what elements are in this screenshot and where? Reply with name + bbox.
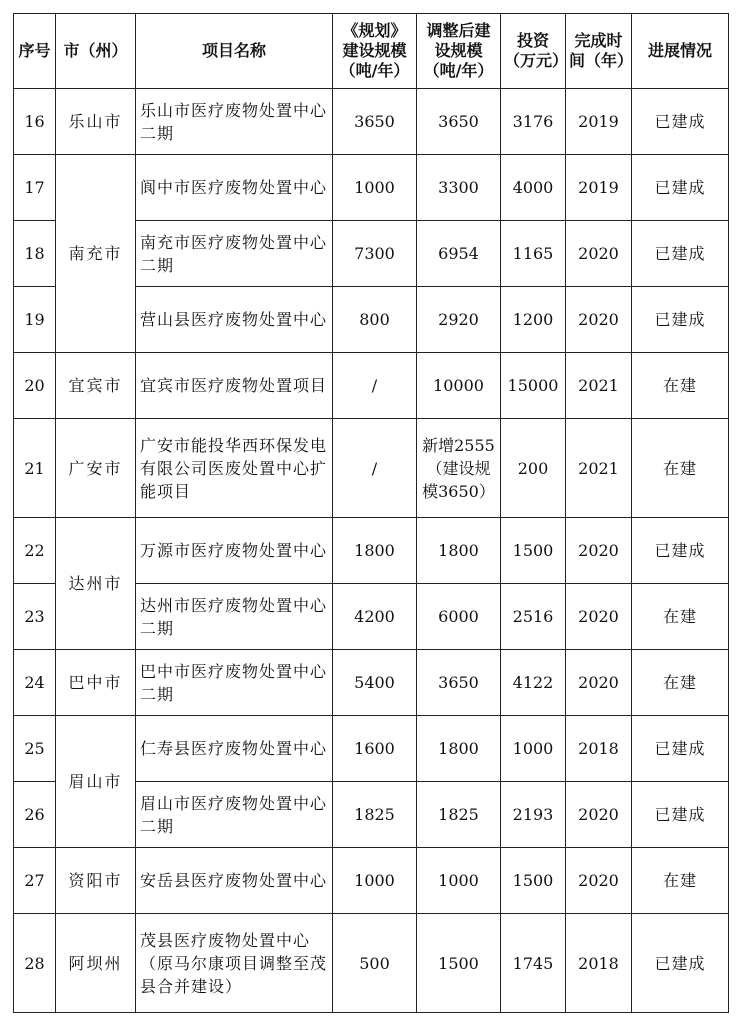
row-no: 26 (14, 782, 56, 848)
row-no: 24 (14, 650, 56, 716)
row-year: 2018 (566, 716, 632, 782)
row-project-name: 达州市医疗废物处置中心二期 (136, 584, 333, 650)
row-project-name: 巴中市医疗废物处置中心二期 (136, 650, 333, 716)
row-project-name: 阆中市医疗废物处置中心 (136, 155, 333, 221)
table-header-row (14, 14, 729, 89)
row-adjusted-scale: 1500 (417, 914, 501, 1013)
row-plan-scale: / (333, 419, 417, 518)
row-adjusted-scale: 10000 (417, 353, 501, 419)
row-no: 16 (14, 89, 56, 155)
row-plan-scale: 800 (333, 287, 417, 353)
row-year: 2021 (566, 419, 632, 518)
row-status: 已建成 (632, 518, 729, 584)
header-investment: 投资（万元） (501, 14, 566, 89)
row-no: 28 (14, 914, 56, 1013)
row-plan-scale: 1800 (333, 518, 417, 584)
row-no: 22 (14, 518, 56, 584)
row-adjusted-scale: 1825 (417, 782, 501, 848)
row-year: 2020 (566, 848, 632, 914)
header-completion-year: 完成时间（年） (566, 14, 632, 89)
row-year: 2020 (566, 221, 632, 287)
row-plan-scale: 1000 (333, 848, 417, 914)
row-plan-scale: 4200 (333, 584, 417, 650)
row-investment: 1165 (501, 221, 566, 287)
row-status: 在建 (632, 848, 729, 914)
row-plan-scale: 3650 (333, 89, 417, 155)
header-adjusted-scale: 调整后建设规模（吨/年） (417, 14, 501, 89)
row-project-name: 眉山市医疗废物处置中心二期 (136, 782, 333, 848)
table-row (14, 518, 729, 584)
row-investment: 1200 (501, 287, 566, 353)
row-plan-scale: 5400 (333, 650, 417, 716)
table-row (14, 914, 729, 1013)
row-adjusted-scale: 1800 (417, 716, 501, 782)
row-project-name: 南充市医疗废物处置中心二期 (136, 221, 333, 287)
header-no: 序号 (14, 14, 56, 89)
row-investment: 4122 (501, 650, 566, 716)
row-project-name: 仁寿县医疗废物处置中心 (136, 716, 333, 782)
header-city: 市（州） (56, 14, 136, 89)
row-investment: 3176 (501, 89, 566, 155)
row-project-name: 宜宾市医疗废物处置项目 (136, 353, 333, 419)
row-status: 在建 (632, 584, 729, 650)
row-year: 2020 (566, 584, 632, 650)
table-row (14, 155, 729, 221)
row-investment: 2516 (501, 584, 566, 650)
row-no: 20 (14, 353, 56, 419)
row-status: 已建成 (632, 287, 729, 353)
row-city: 乐山市 (56, 89, 136, 155)
row-project-name: 安岳县医疗废物处置中心 (136, 848, 333, 914)
row-investment: 200 (501, 419, 566, 518)
row-project-name: 营山县医疗废物处置中心 (136, 287, 333, 353)
row-city: 巴中市 (56, 650, 136, 716)
row-plan-scale: / (333, 353, 417, 419)
row-year: 2019 (566, 155, 632, 221)
table-row (14, 89, 729, 155)
row-city: 达州市 (56, 518, 136, 650)
row-investment: 1000 (501, 716, 566, 782)
row-year: 2020 (566, 782, 632, 848)
row-investment: 1500 (501, 518, 566, 584)
row-project-name: 茂县医疗废物处置中心（原马尔康项目调整至茂县合并建设） (136, 914, 333, 1013)
table-row (14, 650, 729, 716)
row-status: 在建 (632, 650, 729, 716)
row-no: 25 (14, 716, 56, 782)
row-city: 宜宾市 (56, 353, 136, 419)
table-row (14, 716, 729, 782)
table-row (14, 419, 729, 518)
row-plan-scale: 1000 (333, 155, 417, 221)
row-plan-scale: 1600 (333, 716, 417, 782)
row-city: 广安市 (56, 419, 136, 518)
row-investment: 4000 (501, 155, 566, 221)
row-project-name: 广安市能投华西环保发电有限公司医废处置中心扩能项目 (136, 419, 333, 518)
row-city: 南充市 (56, 155, 136, 353)
row-adjusted-scale: 2920 (417, 287, 501, 353)
row-project-name: 乐山市医疗废物处置中心二期 (136, 89, 333, 155)
row-adjusted-scale: 6000 (417, 584, 501, 650)
header-plan-scale: 《规划》建设规模（吨/年） (333, 14, 417, 89)
row-status: 已建成 (632, 914, 729, 1013)
table-row (14, 353, 729, 419)
row-status: 已建成 (632, 716, 729, 782)
row-adjusted-scale: 3650 (417, 650, 501, 716)
row-adjusted-scale: 3300 (417, 155, 501, 221)
row-plan-scale: 1825 (333, 782, 417, 848)
project-table (13, 13, 729, 1013)
row-city: 阿坝州 (56, 914, 136, 1013)
table-row (14, 848, 729, 914)
row-investment: 1500 (501, 848, 566, 914)
row-city: 资阳市 (56, 848, 136, 914)
header-progress: 进展情况 (632, 14, 729, 89)
row-year: 2020 (566, 287, 632, 353)
row-no: 19 (14, 287, 56, 353)
row-no: 21 (14, 419, 56, 518)
row-status: 已建成 (632, 89, 729, 155)
row-year: 2018 (566, 914, 632, 1013)
row-adjusted-scale: 新增2555（建设规模3650） (417, 419, 501, 518)
row-status: 在建 (632, 353, 729, 419)
row-adjusted-scale: 3650 (417, 89, 501, 155)
row-status: 已建成 (632, 782, 729, 848)
row-project-name: 万源市医疗废物处置中心 (136, 518, 333, 584)
row-adjusted-scale: 1000 (417, 848, 501, 914)
row-status: 已建成 (632, 155, 729, 221)
row-year: 2021 (566, 353, 632, 419)
row-year: 2019 (566, 89, 632, 155)
row-year: 2020 (566, 518, 632, 584)
row-adjusted-scale: 6954 (417, 221, 501, 287)
row-investment: 1745 (501, 914, 566, 1013)
row-no: 17 (14, 155, 56, 221)
row-plan-scale: 7300 (333, 221, 417, 287)
row-status: 已建成 (632, 221, 729, 287)
row-status: 在建 (632, 419, 729, 518)
row-no: 18 (14, 221, 56, 287)
row-year: 2020 (566, 650, 632, 716)
row-no: 27 (14, 848, 56, 914)
row-adjusted-scale: 1800 (417, 518, 501, 584)
row-city: 眉山市 (56, 716, 136, 848)
header-project-name: 项目名称 (136, 14, 333, 89)
row-investment: 2193 (501, 782, 566, 848)
row-investment: 15000 (501, 353, 566, 419)
row-no: 23 (14, 584, 56, 650)
row-plan-scale: 500 (333, 914, 417, 1013)
